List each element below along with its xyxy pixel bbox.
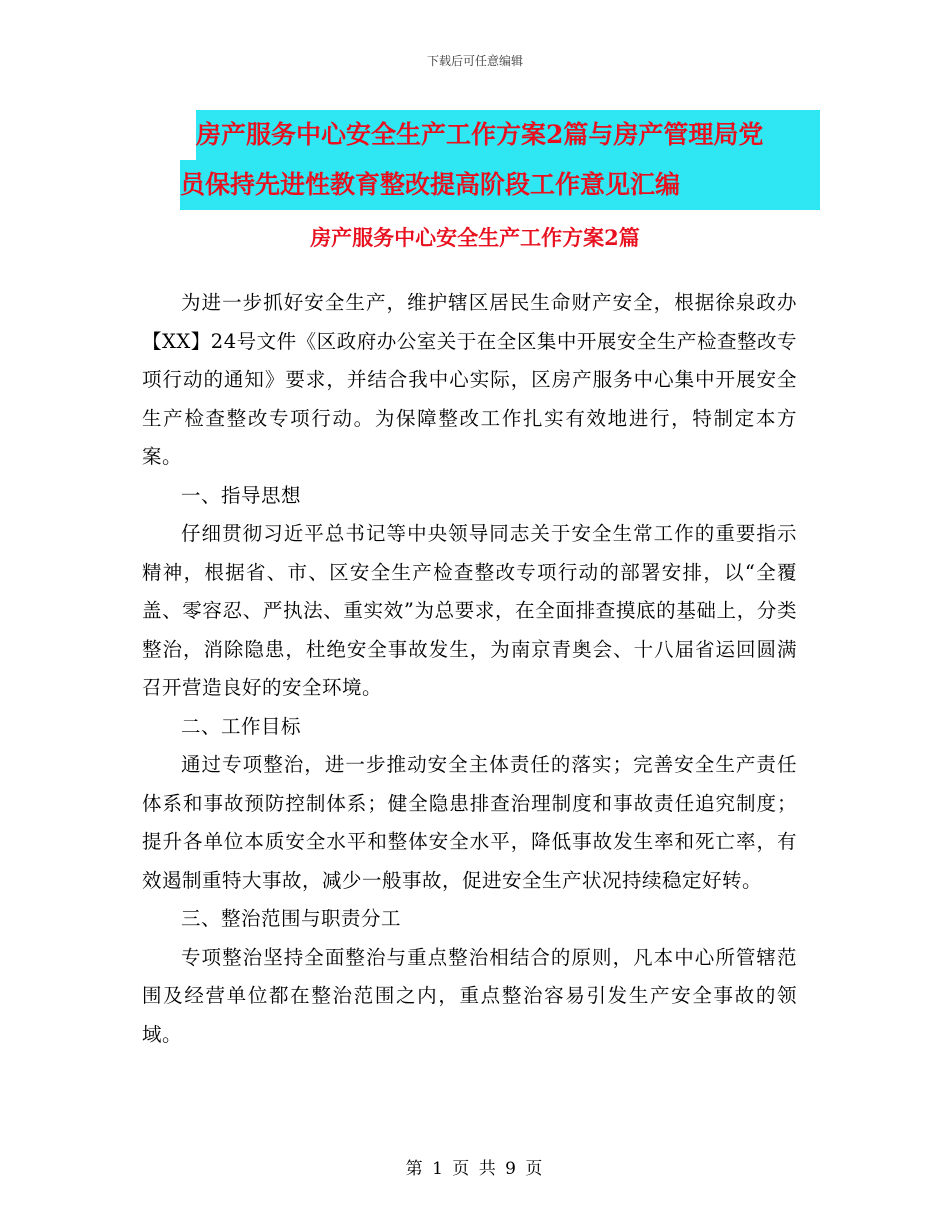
section-title: 房产服务中心安全生产工作方案2篇	[310, 225, 640, 250]
paragraph-work-goals: 通过专项整治，进一步推动安全主体责任的落实；完善安全生产责任体系和事故预防控制体系；健全隐患排查治理制度和事故责任追究制度；提升各单位本质安全水平和整体安全水平，降低事故发生率和死亡率，有效遏制重特大事故，减少一般事故，促进安全生产状况持续稳定好转。	[142, 753, 797, 892]
main-title-line-2-text: 员保持先进性教育整改提高阶段工作意见汇编	[180, 170, 681, 199]
header-note: 下载后可任意编辑	[426, 54, 523, 68]
heading-work-goals: 二、工作目标	[181, 714, 302, 738]
main-title	[180, 110, 820, 210]
paragraph-scope-responsibilities: 专项整治坚持全面整治与重点整治相结合的原则，凡本中心所管辖范围及经营单位都在整治范围之内，重点整治容易引发生产安全事故的领域。	[142, 945, 797, 1046]
heading-scope-responsibilities: 三、整治范围与职责分工	[181, 907, 402, 930]
body-text	[142, 284, 797, 1054]
main-title-line-1-text: 房产服务中心安全生产工作方案2篇与房产管理局党	[196, 120, 764, 149]
paragraph-guiding-ideology: 仔细贯彻习近平总书记等中央领导同志关于安全生常工作的重要指示精神，根据省、市、区安全生产检查整改专项行动的部署安排，以“全覆盖、零容忍、严执法、重实效”为总要求，在全面排查摸底的基础上，分类整治，消除隐患，杜绝安全事故发生，为南京青奥会、十八届省运回圆满召开营造良好的安全环境。	[142, 522, 797, 699]
paragraph-intro: 为进一步抓好安全生产，维护辖区居民生命财产安全，根据徐泉政办【XX】24号文件《区政府办公室关于在全区集中开展安全生产检查整改专项行动的通知》要求，并结合我中心实际，区房产服务中心集中开展安全生产检查整改专项行动。为保障整改工作扎实有效地进行，特制定本方案。	[142, 291, 797, 468]
main-title-line-2	[180, 160, 820, 210]
heading-guiding-ideology: 一、指导思想	[181, 483, 302, 507]
page-footer: 第 1 页 共 9 页	[405, 1159, 545, 1179]
main-title-line-1	[196, 110, 820, 160]
